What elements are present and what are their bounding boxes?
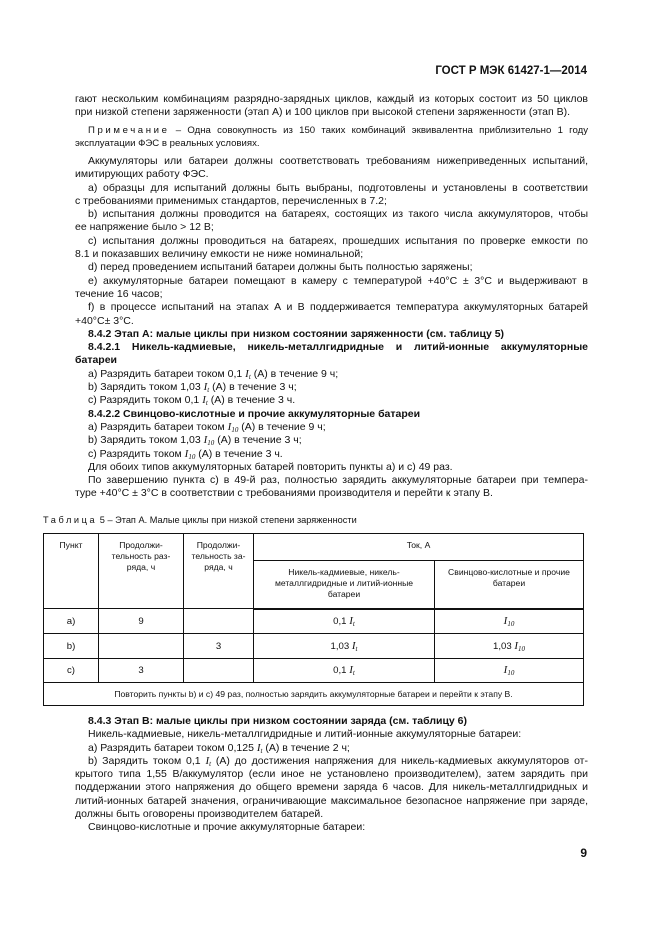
row-item: c) bbox=[44, 659, 99, 683]
current-subscript: t bbox=[352, 619, 355, 628]
note bbox=[75, 124, 588, 151]
text-segment: b) Зарядить током 1,03 bbox=[88, 434, 204, 447]
text-line: гают нескольким комбинациям разрядно-зарядных циклов, каждый из которых состоит из 50 циклов bbox=[75, 93, 588, 105]
current-symbol: $I_t$ bbox=[202, 394, 208, 408]
section-heading-line: 8.4.2.1 Никель-кадмиевые, никель-металлгидридные и литий-ионные аккумуляторные bbox=[88, 341, 588, 354]
current-subscript: t bbox=[207, 386, 210, 395]
text-line: f) в процессе испытаний на этапах А и В поддерживается температура аккумуляторных батарей bbox=[88, 301, 588, 314]
table-row bbox=[44, 634, 584, 659]
text-line: должны быть оговорены производителем батарей. bbox=[75, 808, 324, 821]
text-line bbox=[75, 368, 588, 381]
page-number: 9 bbox=[580, 846, 587, 860]
main-text bbox=[75, 155, 588, 501]
text-line: поддержании этого напряжения до общего времени заряда 6 часов. Для никель-металлгидридных и bbox=[75, 781, 588, 794]
section-heading-line: 8.4.2.2 Свинцово-кислотные и прочие аккумуляторные батареи bbox=[88, 407, 421, 420]
text-segment: b) Зарядить током 0,1 bbox=[88, 754, 206, 767]
current-symbol: $I_{10}$ bbox=[203, 434, 215, 448]
text-line: с требованиями применимых стандартов, перечисленных в 7.2; bbox=[75, 194, 387, 207]
text-line: По завершению пункта c) в 49-й раз, полностью зарядить аккумуляторные батареи при темпера- bbox=[88, 474, 588, 487]
section-heading-line: 8.4.2 Этап А: малые циклы при низком состоянии заряженности (см. таблицу 5) bbox=[88, 327, 505, 340]
text-line: Аккумуляторы или батареи должны соответствовать требованиям нижеприведенных испытаний, bbox=[88, 155, 588, 167]
table-caption-text: 5 – Этап А. Малые циклы при низкой степени заряженности bbox=[97, 515, 357, 525]
text-segment: (A) в течение 2 ч; bbox=[262, 741, 350, 754]
document-id-header: ГОСТ Р МЭК 61427-1—2014 bbox=[435, 65, 587, 77]
text-line: 8.1 и показавших величину емкости не ниже номинальной; bbox=[75, 248, 364, 261]
current-symbol: $I_t$ bbox=[349, 614, 355, 628]
row-current-lead-acid bbox=[435, 609, 584, 634]
text-line bbox=[75, 394, 588, 407]
text-segment: (A) в течение 3 ч. bbox=[207, 394, 296, 407]
text-segment: a) Разрядить батареи током 0,1 bbox=[88, 367, 246, 380]
current-subscript: 10 bbox=[188, 452, 196, 461]
text-line bbox=[75, 381, 588, 394]
text-line bbox=[75, 755, 588, 768]
text-line: при низкой степени заряженности (этап А) и 100 циклов при высокой степени заряженности (этап В). bbox=[75, 106, 571, 119]
current-subscript: 10 bbox=[518, 644, 525, 653]
current-subscript: 10 bbox=[507, 669, 515, 677]
note-label: Примечание bbox=[88, 125, 170, 136]
text-line: a) образцы для испытаний должны быть выбраны, подготовлены и установлены в соответствии bbox=[88, 181, 588, 194]
text-line: c) испытания должны проводиться на батареях, прошедших испытания по проверке емкости по bbox=[88, 234, 588, 247]
text-segment: c) Разрядить током bbox=[88, 447, 185, 460]
text-segment: a) Разрядить батареи током bbox=[88, 420, 228, 433]
table-row bbox=[44, 609, 584, 634]
text-line bbox=[75, 434, 588, 447]
text-line: e) аккумуляторные батареи помещают в камеру с температурой +40°C ± 3°C и выдерживают в bbox=[88, 274, 588, 287]
text-line: +40°C± 3°C. bbox=[75, 314, 134, 327]
text-line: ее напряжение было > 12 В; bbox=[75, 221, 214, 234]
current-symbol: $I_t$ bbox=[245, 367, 251, 381]
current-subscript: t bbox=[260, 746, 263, 755]
text-line: туре +40°C ± 3°C в соответствии с требованиями производителя и перейти к этапу В. bbox=[75, 487, 493, 500]
row-charge: 3 bbox=[184, 634, 254, 659]
text-line: течение 16 часов; bbox=[75, 287, 163, 300]
text-line bbox=[75, 448, 588, 461]
row-discharge bbox=[99, 634, 184, 659]
text-segment: (A) до достижения напряжения для никель-кадмиевых аккумуляторов от- bbox=[211, 754, 588, 767]
row-item: a) bbox=[44, 609, 99, 634]
note-line: эксплуатации ФЭС в реальных условиях. bbox=[75, 138, 260, 150]
current-subscript: t bbox=[352, 669, 355, 677]
text-segment: (A) в течение 9 ч; bbox=[238, 420, 326, 433]
table-footer-note: Повторить пункты b) и c) 49 раз, полностью зарядить аккумуляторные батареи и перейти к этапу В. bbox=[44, 683, 584, 706]
text-line bbox=[75, 421, 588, 434]
row-charge bbox=[184, 659, 254, 683]
text-segment: (A) в течение 3 ч; bbox=[209, 381, 297, 394]
row-charge bbox=[184, 609, 254, 634]
header-discharge-duration: Продолжи-тельность раз-ряда, ч bbox=[99, 534, 184, 609]
row-discharge: 3 bbox=[99, 659, 184, 683]
section-8-4-3 bbox=[75, 715, 588, 835]
text-line: Никель-кадмиевые, никель-металлгидридные и литий-ионные аккумуляторные батареи: bbox=[88, 728, 522, 741]
text-line: Свинцово-кислотные и прочие аккумуляторные батареи: bbox=[88, 821, 366, 834]
text-line: Для обоих типов аккумуляторных батарей повторить пункты a) и c) 49 раз. bbox=[88, 460, 453, 473]
row-current-nicd: 0,1 $I_t$ bbox=[254, 609, 435, 634]
note-line bbox=[75, 124, 588, 137]
current-symbol: $I_{10}$ bbox=[503, 614, 515, 628]
header-charge-duration: Продолжи-тельность за-ряда, ч bbox=[184, 534, 254, 609]
row-current-nicd: 1,03 $I_t$ bbox=[254, 634, 435, 659]
header-lead-acid: Свинцово-кислотные и прочие батареи bbox=[435, 561, 584, 609]
current-symbol: $I_{10}$ bbox=[514, 639, 525, 653]
current-symbol: $I_t$ bbox=[256, 741, 263, 755]
current-symbol: $I_{10}$ bbox=[503, 664, 515, 677]
text-segment: b) Зарядить током 1,03 bbox=[88, 381, 204, 394]
current-subscript: 10 bbox=[231, 425, 239, 434]
current-symbol: $I_t$ bbox=[349, 664, 355, 677]
row-item: b) bbox=[44, 634, 99, 659]
table-caption bbox=[43, 515, 357, 525]
header-current: Ток, А bbox=[254, 534, 584, 561]
current-symbol: $I_{10}$ bbox=[227, 420, 239, 434]
current-symbol: $I_t$ bbox=[203, 381, 210, 395]
text-segment: (A) в течение 3 ч. bbox=[195, 447, 283, 460]
current-subscript: 10 bbox=[507, 619, 515, 628]
text-line: литий-ионных батарей значения, ограничивающие максимальное безопасное напряжение при заряде, bbox=[75, 794, 588, 807]
current-subscript: t bbox=[248, 372, 251, 381]
text-line: крытого типа 1,55 В/аккумулятор (если иное не установлено производителем), затем зарядить при bbox=[75, 768, 588, 781]
row-current-lead-acid bbox=[435, 659, 584, 683]
text-line: d) перед проведением испытаний батареи должны быть полностью заряжены; bbox=[88, 261, 473, 274]
note-text: – Одна совокупность из 150 таких комбинаций эквивалентна приблизительно 1 году bbox=[169, 125, 588, 136]
section-heading-line: батареи bbox=[75, 354, 118, 367]
row-current-lead-acid: 1,03 $I_{10}$ bbox=[435, 634, 584, 659]
text-line: имитирующих работу ФЭС. bbox=[75, 168, 209, 181]
text-line bbox=[75, 742, 588, 755]
text-segment: a) Разрядить батареи током 0,125 bbox=[88, 741, 257, 754]
current-subscript: t bbox=[209, 759, 212, 768]
intro-paragraph bbox=[75, 93, 588, 120]
header-nicd: Никель-кадмиевые, никель-металлгидридные и литий-ионные батареи bbox=[254, 561, 435, 609]
current-symbol: $I_t$ bbox=[205, 754, 212, 768]
current-symbol: $I_t$ bbox=[351, 639, 358, 653]
current-subscript: t bbox=[205, 399, 208, 408]
row-current-nicd: 0,1 $I_t$ bbox=[254, 659, 435, 683]
current-subscript: t bbox=[355, 644, 358, 653]
header-item: Пункт bbox=[44, 534, 99, 609]
table-caption-label: Таблица bbox=[43, 515, 98, 525]
table-row bbox=[44, 659, 584, 683]
text-segment: c) Разрядить током 0,1 bbox=[88, 394, 203, 407]
current-symbol: $I_{10}$ bbox=[184, 447, 196, 461]
current-subscript: 10 bbox=[207, 439, 215, 448]
row-discharge: 9 bbox=[99, 609, 184, 634]
section-heading-line: 8.4.3 Этап В: малые циклы при низком состоянии заряда (см. таблицу 6) bbox=[88, 715, 467, 727]
text-line: b) испытания должны проводится на батареях, состоящих из такого числа аккумуляторов, чтобы bbox=[88, 208, 588, 221]
text-segment: (A) в течение 9 ч; bbox=[250, 367, 339, 380]
text-segment: (A) в течение 3 ч; bbox=[214, 434, 302, 447]
table-5 bbox=[43, 533, 584, 706]
